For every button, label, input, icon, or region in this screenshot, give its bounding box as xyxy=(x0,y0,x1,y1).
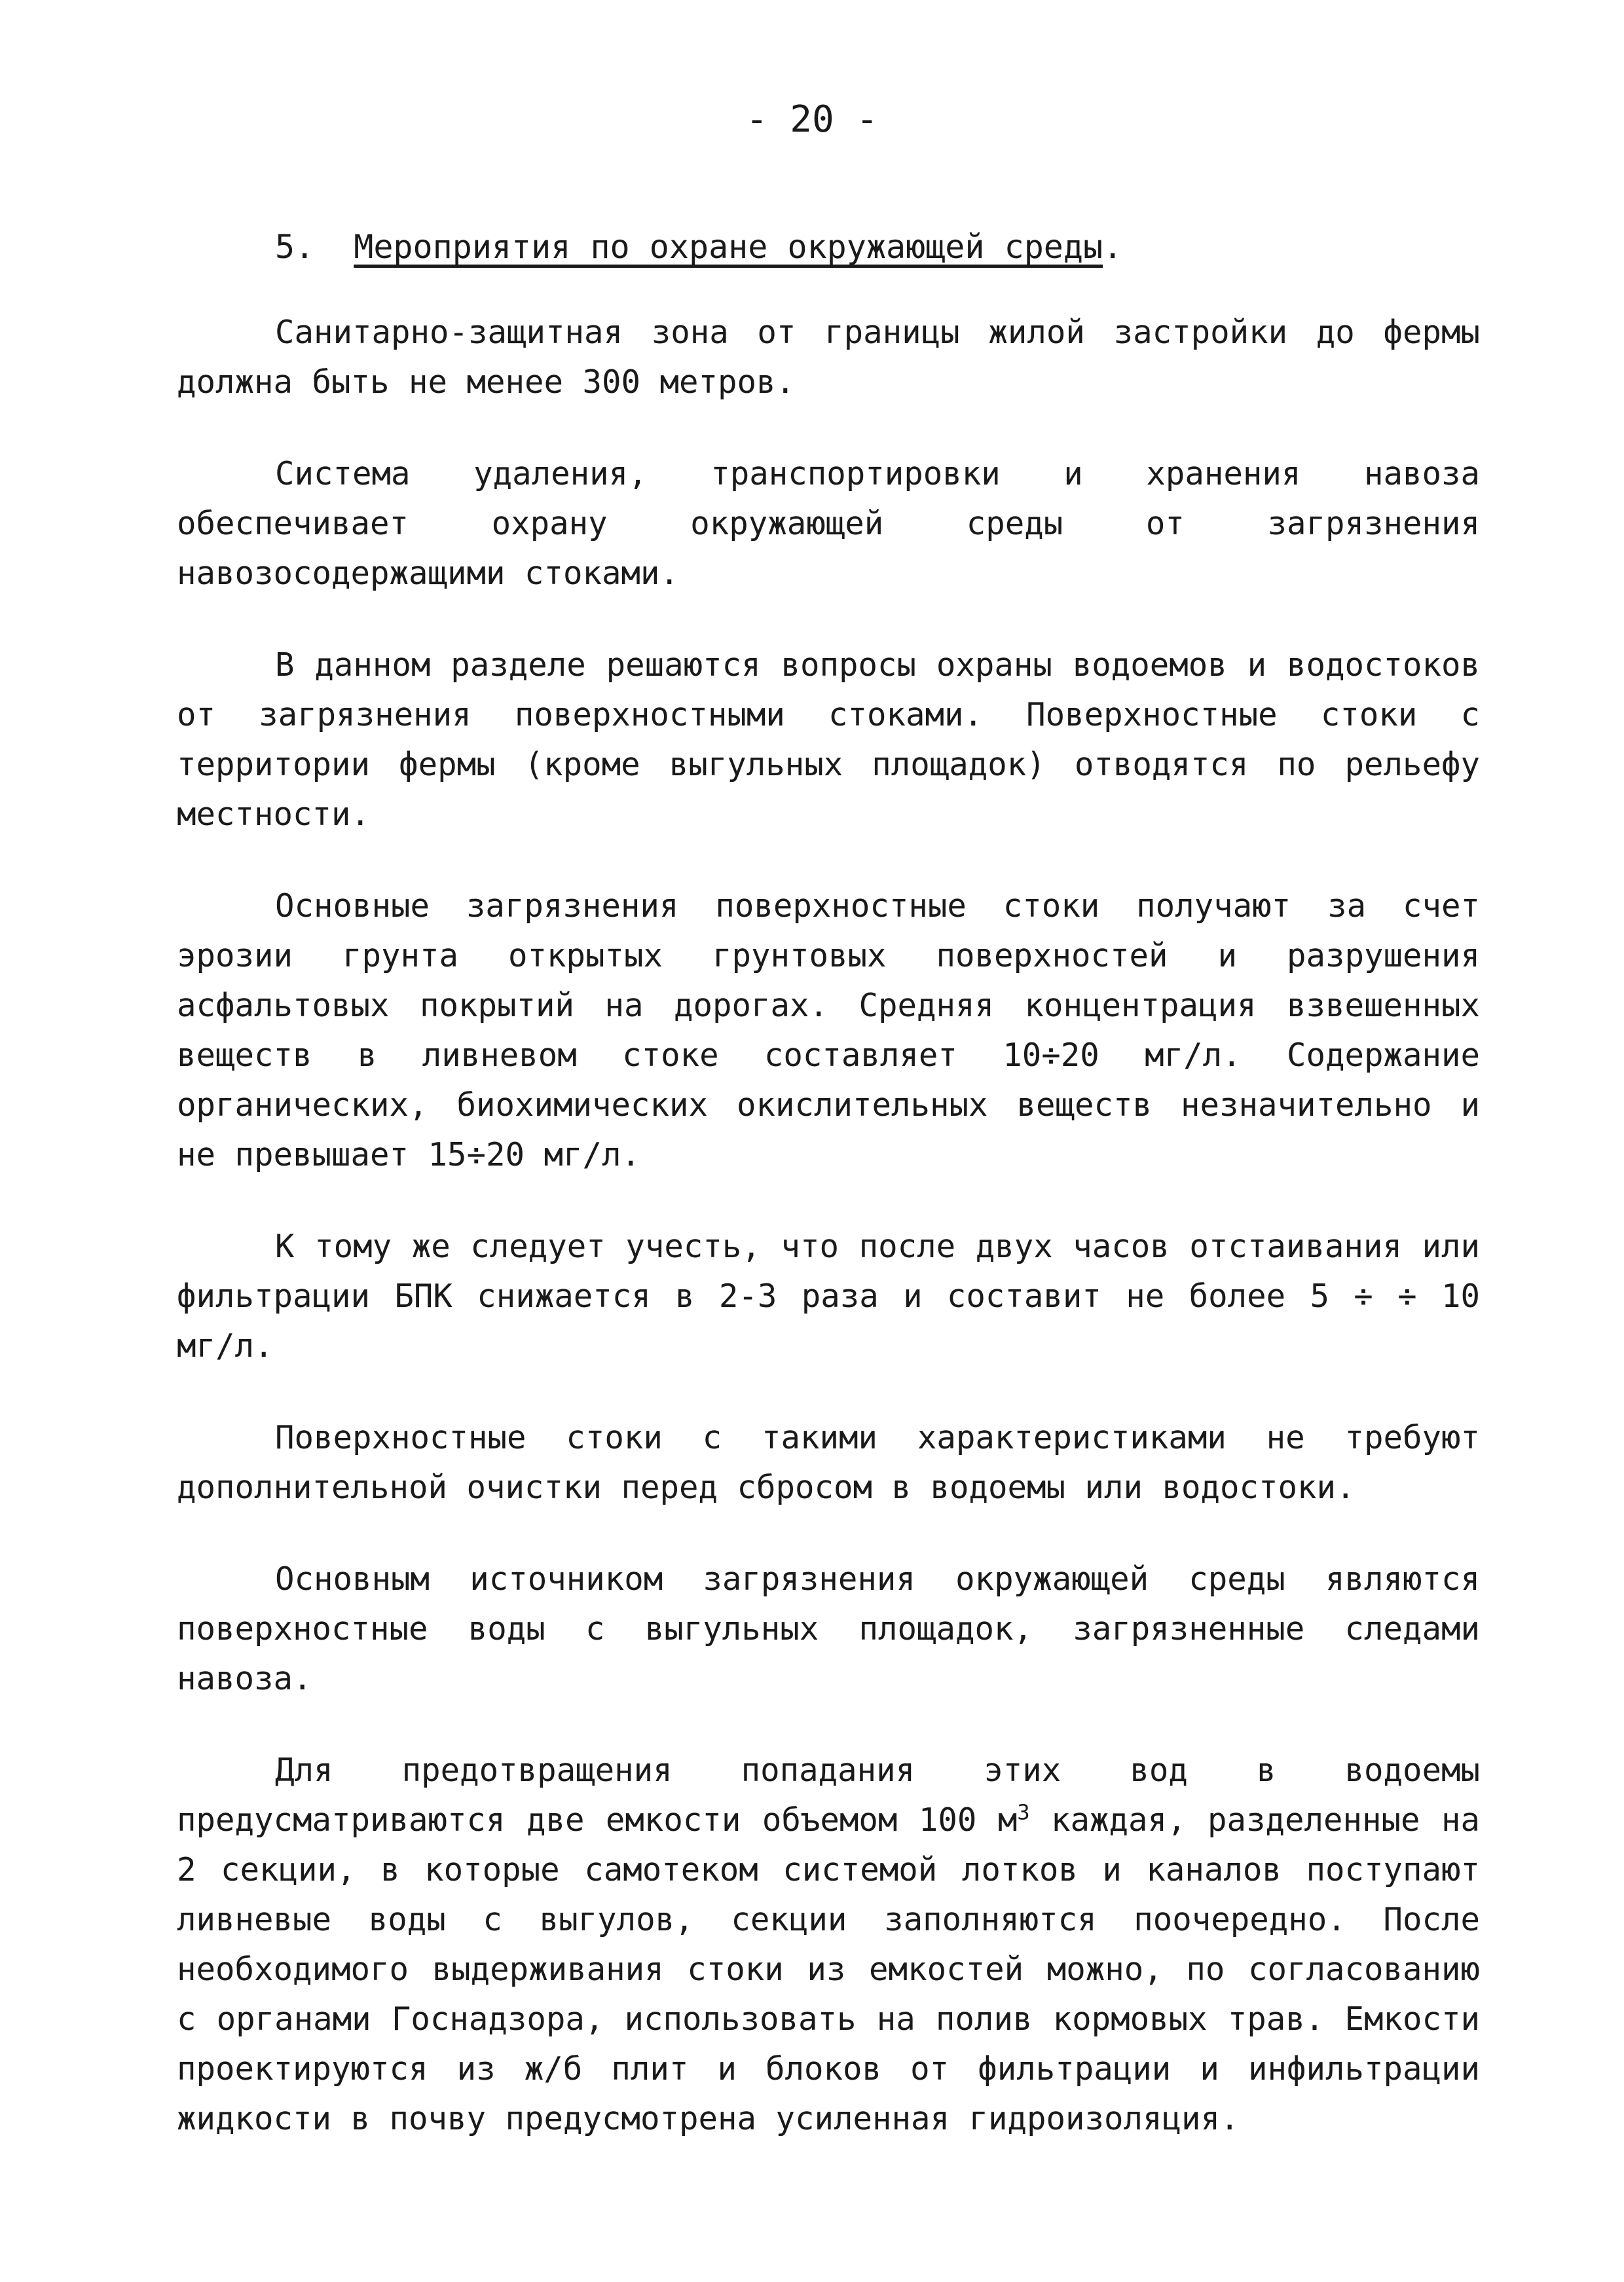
section-body xyxy=(177,308,1480,2186)
superscript-cube: 3 xyxy=(1017,1799,1030,1825)
paragraph: Поверхностные стоки с такими характеристиками не требуют дополнительной очистки перед сбросом в водоемы или водостоки. xyxy=(177,1419,1480,1506)
section-title: Мероприятия по охране окружающей среды xyxy=(354,228,1103,266)
paragraph: Система удаления, транспортировки и хранения навоза обеспечивает охрану окружающей среды от загрязнения навозосодержащими стоками. xyxy=(177,455,1480,592)
page-number: - 20 - xyxy=(745,98,879,141)
paragraph: В данном разделе решаются вопросы охраны водоемов и водостоков от загрязнения поверхностными стоками. Поверхностные стоки с территории фермы (кроме выгульных площадок) отводятся по рельефу местности. xyxy=(177,646,1480,833)
section-heading: 5. Мероприятия по охране окружающей среды. xyxy=(275,228,1123,266)
paragraph: Основным источником загрязнения окружающей среды являются поверхностные воды с выгульных площадок, загрязненные следами навоза. xyxy=(177,1560,1480,1697)
paragraph: Основные загрязнения поверхностные стоки получают за счет эрозии грунта открытых грунтовых поверхностей и разрушения асфальтовых покрытий на дорогах. Средняя концентрация взвешенных веществ в ливневом стоке составляет 10÷20 мг/л. Содержание органических, биохимических окислительных веществ незначительно и не превышает 15÷20 мг/л. xyxy=(177,887,1480,1173)
section-number: 5. xyxy=(275,228,315,266)
paragraph-last xyxy=(177,1746,1480,2144)
paragraph-text-part: каждая, разделенные на 2 секции, в которые самотеком системой лотков и каналов поступают ливневые воды с выгулов, секции заполняются поочередно. После необходимого выдерживания стоки из емкостей можно, по согласованию с органами Госнадзора, использовать на полив кормовых трав. Емкости проектируются из ж/б плит и блоков от фильтрации и инфильтрации жидкости в почву предусмотрена усиленная гидроизоляция. xyxy=(177,1801,1480,2137)
paragraph-text-part: Для предотвращения попадания этих вод в водоемы предусматриваются две емкости объемом 100 м xyxy=(177,1752,1480,1839)
paragraph: Санитарно-защитная зона от границы жилой застройки до фермы должна быть не менее 300 метров. xyxy=(177,314,1480,401)
paragraph: К тому же следует учесть, что после двух часов отстаивания или фильтрации БПК снижается в 2-3 раза и составит не более 5 ÷ ÷ 10 мг/л. xyxy=(177,1228,1480,1365)
